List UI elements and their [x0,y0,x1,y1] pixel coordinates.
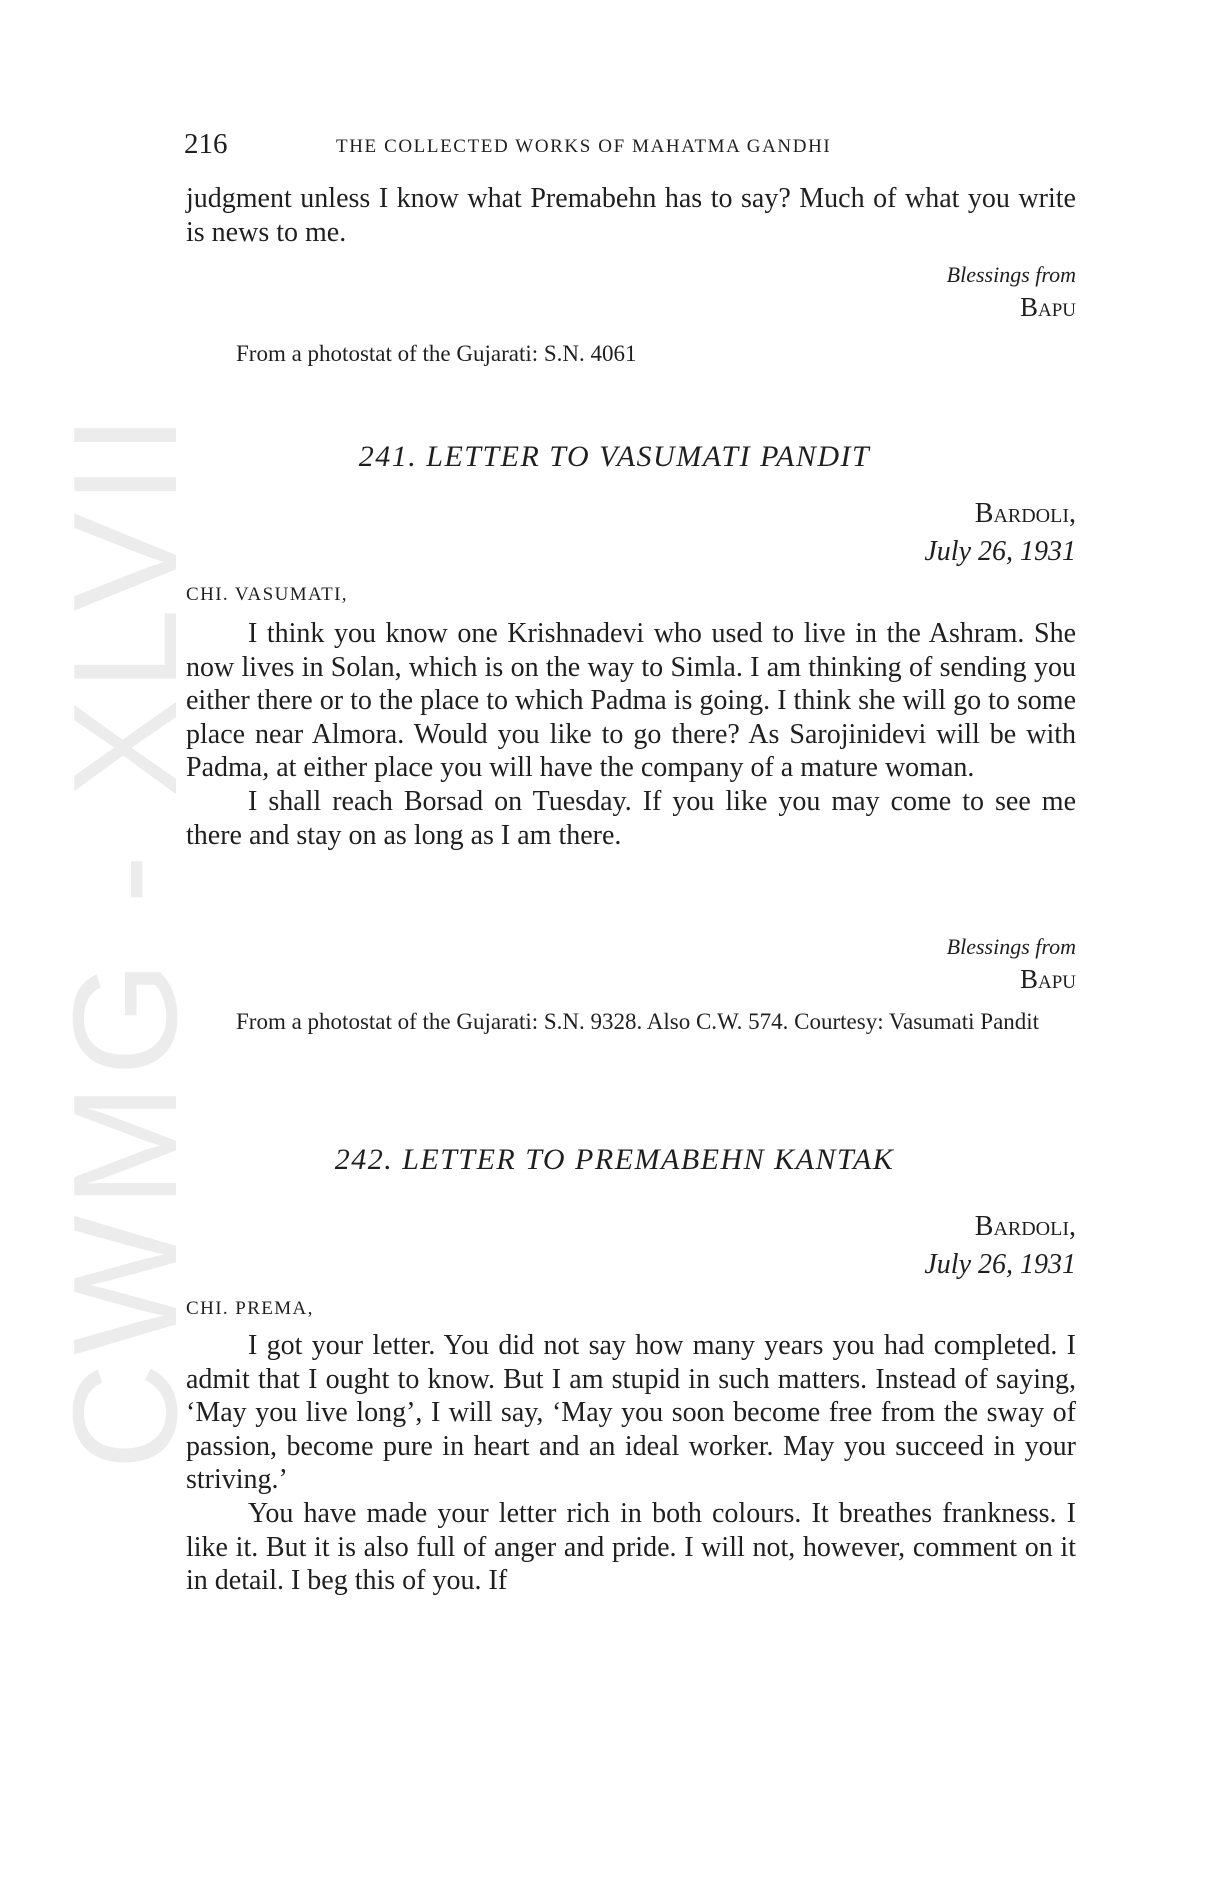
date: July 26, 1931 [924,536,1076,567]
continuation-text [186,182,1076,249]
blessings-line: Blessings from [946,262,1076,287]
continuation-source [186,337,1076,370]
source-note: From a photostat of the Gujarati: S.N. 4061 [236,341,637,366]
paragraph: I think you know one Krishnadevi who used to live in the Ashram. She now lives in Solan, which is on the way to Simla. I am thinking of sending you either there or to the place to which Padma is going. I think she will go to some place near Almora. Would you like to go there? As Sarojinidevi will be with Padma, at either place you will have the company of a mature woman. [186,618,1076,784]
letter-241-source [186,1005,1076,1038]
letter-242-heading: 242. LETTER TO PREMABEHN KANTAK [334,1143,895,1176]
letter-241-heading: 241. LETTER TO VASUMATI PANDIT [358,440,871,473]
letter-241-signoff [947,930,1076,996]
letter-241-body [186,617,1076,852]
paragraph: I got your letter. You did not say how many years you had completed. I admit that I ought to know. But I am stupid in such matters. Instead of saying, ‘May you live long’, I will say, ‘May you soon become free from the sway of passion, become pure in heart and an ideal worker. May you succeed in your striving.’ [186,1330,1076,1496]
letter-242-place-date [924,1208,1076,1284]
place: Bardoli, [974,1211,1076,1242]
blessings-line: Blessings from [946,934,1076,959]
running-head [184,128,832,161]
continuation-signoff [947,258,1076,324]
signature: Bapu [1019,292,1076,322]
letter-242-salutation: CHI. PREMA, [186,1298,314,1319]
letter-241-place-date [924,495,1076,571]
place: Bardoli, [974,498,1076,529]
page-number: 216 [184,128,228,160]
date: July 26, 1931 [924,1249,1076,1280]
signature: Bapu [1019,964,1076,994]
letter-241-salutation: CHI. VASUMATI, [186,584,348,605]
paragraph: You have made your letter rich in both colours. It breathes frankness. I like it. But it is also full of anger and pride. I will not, however, comment on it in detail. I beg this of you. If [186,1497,1076,1597]
book-title: THE COLLECTED WORKS OF MAHATMA GANDHI [336,136,832,157]
continuation-paragraph: judgment unless I know what Premabehn has to say? Much of what you write is news to me. [186,183,1076,248]
source-note: From a photostat of the Gujarati: S.N. 9328. Also C.W. 574. Courtesy: Vasumati Pandit [236,1009,1040,1034]
letter-242-body [186,1329,1076,1598]
watermark: CWMG - XLVII [43,406,208,1470]
paragraph: I shall reach Borsad on Tuesday. If you like you may come to see me there and stay on as long as I am there. [186,785,1076,851]
